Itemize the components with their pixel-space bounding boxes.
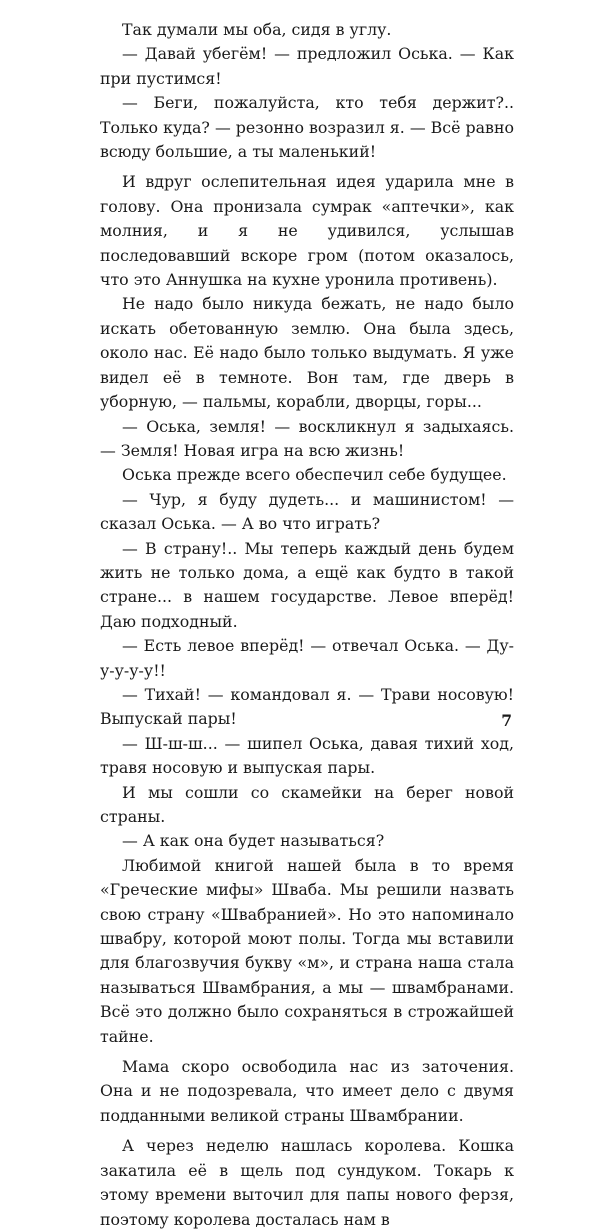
paragraph: — В страну!.. Мы теперь каждый день будем жить не только дома, а ещё как будто в такой стране... в нашем государстве. Левое вперёд! Даю подходный. [100,538,514,631]
paragraph: Оська прежде всего обеспечил себе будущее. [122,465,507,485]
paragraph: — Тихай! — командовал я. — Трави носовую! Выпускай пары! [100,684,514,729]
paragraph: И вдруг ослепительная идея ударила мне в голову. Она пронизала сумрак «аптечки», как молния, и я не удивился, услышав последовавший вскоре гром (потом оказалось, что это Аннушка на кухне уронила противень). [100,172,514,290]
paragraph: — Оська, земля! — воскликнул я задыхаясь. — Земля! Новая игра на всю жизнь! [100,416,514,460]
paragraph: — Чур, я буду дудеть... и машинистом! — сказал Оська. — А во что играть? [100,489,514,534]
page-number: 7 [501,711,512,730]
paragraph: — Ш-ш-ш... — шипел Оська, давая тихий ход, травя носовую и выпуская пары. [100,733,514,778]
paragraph: Так думали мы оба, сидя в углу. [122,20,392,39]
paragraph: Мама скоро освободила нас из заточения. Она и не подозревала, что имеет дело с двумя подданными великой страны Швамбрании. [100,1057,514,1125]
paragraph: — Есть левое вперёд! — отвечал Оська. — Ду-у-у-у-у!! [100,636,514,680]
body-text [100,18,514,1232]
paragraph: Не надо было никуда бежать, не надо было искать обетованную землю. Она была здесь, около нас. Её надо было только выдумать. Я уже видел её в темноте. Вон там, где дверь в уборную, — пальмы, корабли, дворцы, горы... [100,294,514,412]
paragraph: — А как она будет называться? [122,831,385,851]
paragraph: — Беги, пожалуйста, кто тебя держит?.. Только куда? — резонно возразил я. — Всё равно всюду большие, а ты маленький! [100,93,514,162]
paragraph: — Давай убегём! — предложил Оська. — Как при пустимся! [100,44,514,88]
paragraph: А через неделю нашлась королева. Кошка закатила её в щель под сундуком. Токарь к этому времени выточил для папы нового ферзя, поэтому королева досталась нам в [100,1136,514,1229]
paragraph: И мы сошли со скамейки на берег новой страны. [100,782,514,826]
paragraph: Любимой книгой нашей была в то время «Греческие мифы» Шваба. Мы решили назвать свою страну «Швабранией». Но это напоминало швабру, которой моют полы. Тогда мы вставили для благозвучия букву «м», и страна наша стала называться Швамбрания, а мы — швамбранами. Всё это должно было сохраняться в строжайшей тайне. [100,855,514,1046]
